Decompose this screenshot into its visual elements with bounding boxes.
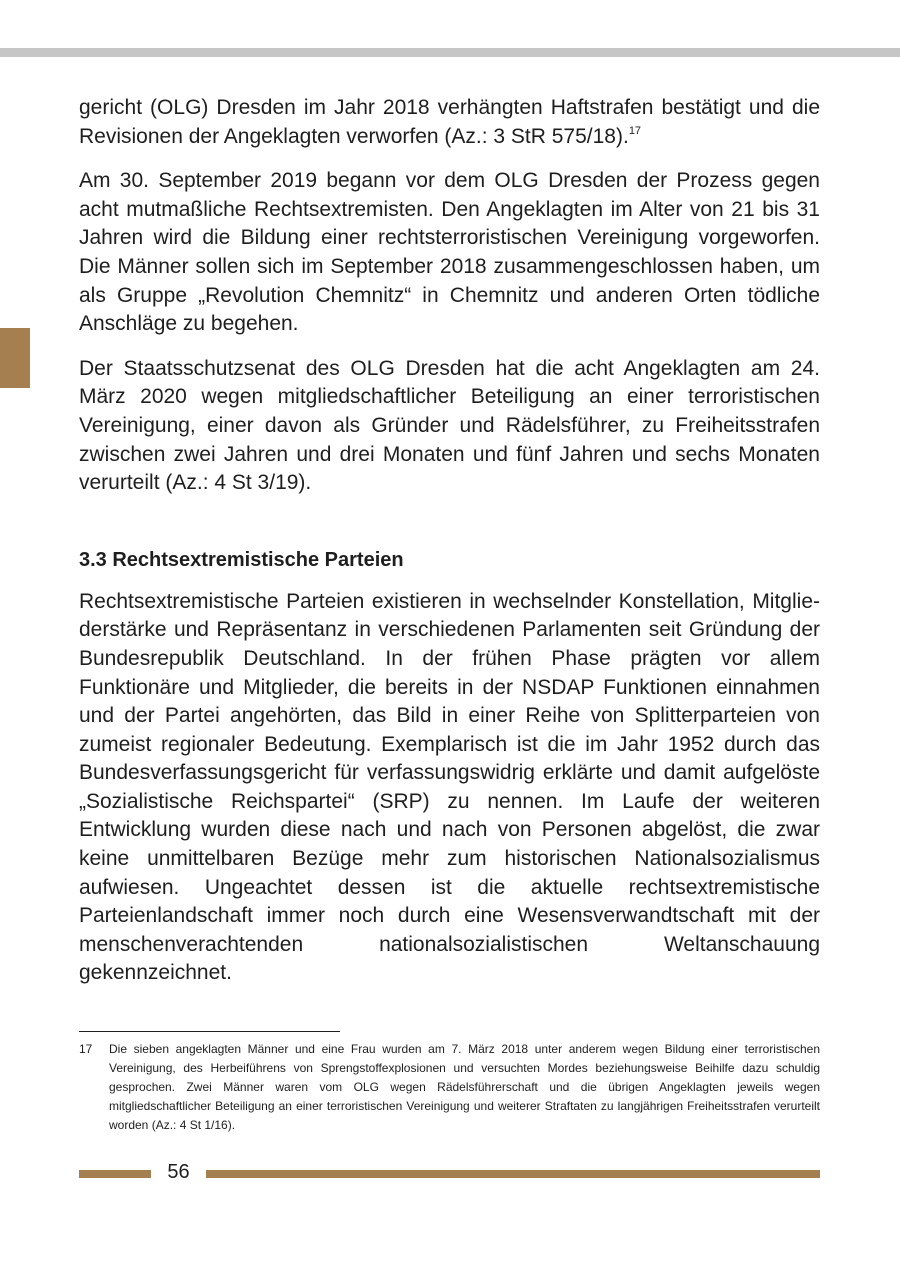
footnote-rule: [79, 1031, 340, 1032]
paragraph-3: Der Staatsschutzsenat des OLG Dresden hat die acht Angeklagten am 24. März 2020 wegen mitgliedschaftlicher Beteiligung an einer terroristischen Vereinigung, einer davon als Gründer und Rädelsführer, zu Freiheitsstrafen zwischen zwei Jahren und drei Monaten und fünf Jahren und sechs Monaten verurteilt (Az.: 4 St 3/19).: [79, 356, 820, 495]
paragraph-1: [79, 94, 820, 151]
page-number: 56: [167, 1161, 190, 1183]
footer-bar-right: [206, 1170, 820, 1178]
footer-bar-left: [79, 1170, 151, 1178]
footnote-number: 17: [79, 1042, 93, 1056]
section-heading: 3.3 Rechtsextremistische Parteien: [79, 548, 404, 571]
footnote-text: Die sieben angeklagten Männer und eine Frau wurden am 7. März 2018 unter anderem wegen Bildung einer terroristischen Vereinigung, des Herbeiführens von Sprengstoffexplosionen und versuchten Mordes beziehungsweise Beihilfe dazu schuldig gesprochen. Zwei Männer waren vom OLG wegen Rädelsführerschaft und die übrigen Angeklagten jeweils wegen mitgliedschaftlicher Beteiligung an einer terroristischen Vereinigung und weiterer Straftaten zu langjährigen Freiheitsstrafen verurteilt worden (Az.: 4 St 1/16).: [109, 1042, 820, 1132]
footnote-reference: 17: [628, 124, 642, 137]
paragraph-2: Am 30. September 2019 begann vor dem OLG Dresden der Prozess gegen acht mutmaßliche Rechtsextremisten. Den Angeklagten im Alter von 21 bis 31 Jahren wird die Bildung einer rechtsterroristischen Vereinigung vorgeworfen. Die Männer sollen sich im September 2018 zusammengeschlossen haben, um als Gruppe „Revolution Chemnitz“ in Chemnitz und anderen Orten tödliche Anschläge zu begehen.: [79, 169, 820, 336]
paragraph-4: Rechtsextremistische Parteien existieren in wechselnder Konstellation, Mitgliederstärke und Repräsentanz in verschiedenen Parlamenten seit Gründung der Bundesrepublik Deutschland. In der frühen Phase prägten vor allem Funktionäre und Mitglieder, die bereits in der NSDAP Funktionen einnahmen und der Partei angehörten, das Bild in einer Reihe von Splitterparteien von zumeist regionaler Bedeutung. Exemplarisch ist die im Jahr 1952 durch das Bundesverfassungsgericht für verfassungswidrig erklärte und damit aufgelöste „Sozialistische Reichspartei“ (SRP) zu nennen. Im Laufe der weiteren Entwicklung wurden diese nach und nach von Personen abgelöst, die zwar keine unmittelbaren Bezüge mehr zum historischen Nationalsozialismus aufwiesen. Ungeachtet dessen ist die aktuelle rechtsextremistische Parteienlandschaft immer noch durch eine Wesensverwandtschaft mit der menschenverachtenden nationalsozialistischen Weltanschauung gekennzeichnet.: [79, 589, 820, 985]
top-rule: [0, 48, 900, 57]
footnote: [79, 1040, 820, 1135]
paragraph-1-text: gericht (OLG) Dresden im Jahr 2018 verhängten Haftstrafen bestätigt und die Revisionen der Angeklagten verworfen (Az.: 3 StR 575/18).: [79, 96, 820, 148]
chapter-side-tab: [0, 328, 30, 388]
body-text: [79, 94, 820, 1004]
